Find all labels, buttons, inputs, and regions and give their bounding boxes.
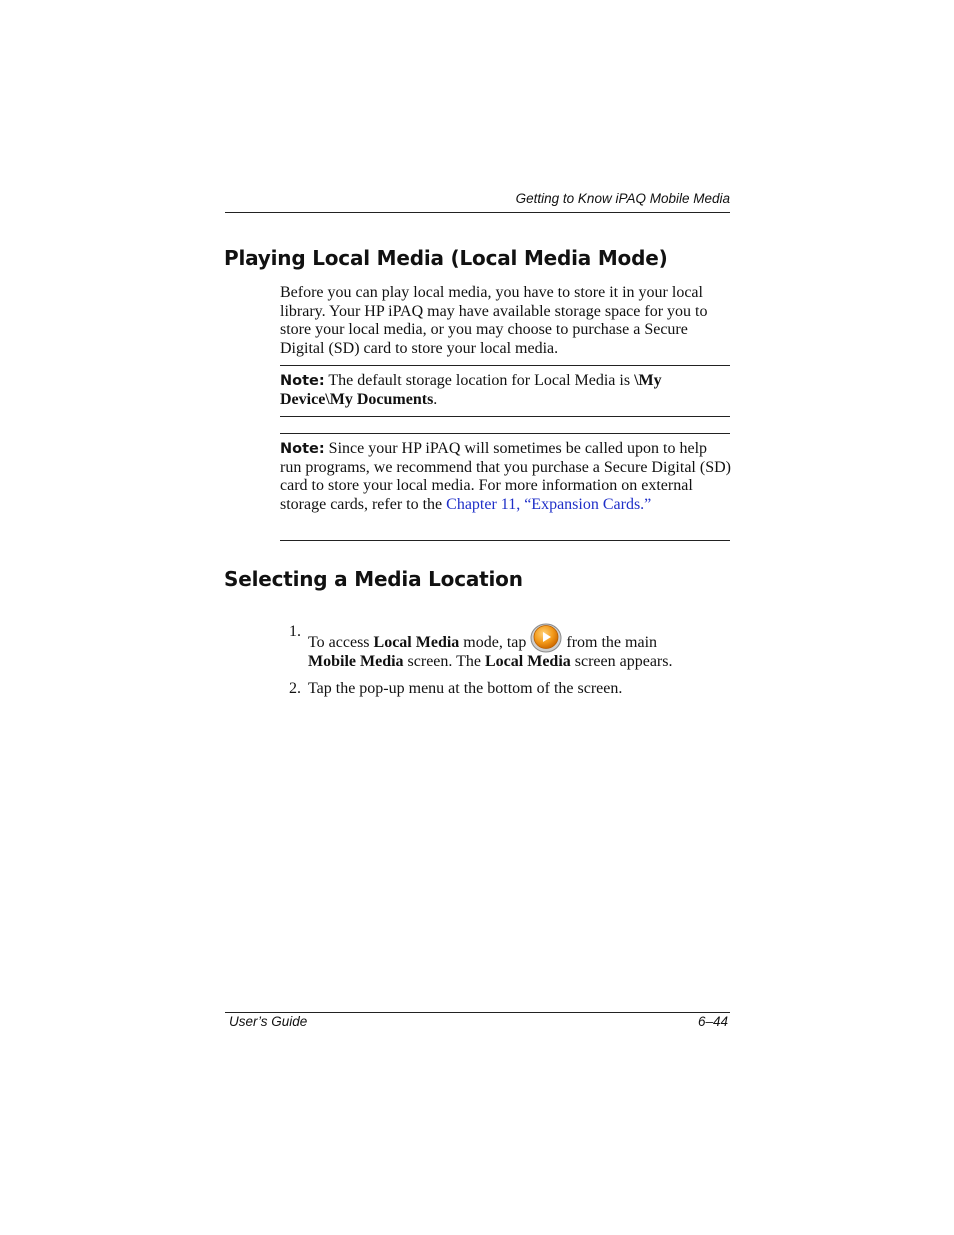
note2-bottom-rule: [280, 540, 730, 541]
note1-text: The default storage location for Local Media is: [328, 372, 631, 389]
step-1-mobile-media: Mobile Media: [308, 653, 404, 670]
note1-label: Note:: [280, 373, 325, 389]
note2-text: Since your HP iPAQ will sometimes be called upon to help run programs, we recommend that you purchase a Secure Digital (SD) card to store your local media. For more information on external storage cards, refer to the: [280, 440, 731, 513]
step-1-text-e: screen. The: [407, 653, 481, 670]
step-2-text: Tap the pop-up menu at the bottom of the screen.: [308, 679, 623, 697]
header-rule: [225, 212, 730, 213]
note1-top-rule: [280, 365, 730, 366]
step-number: 1.: [289, 623, 301, 640]
footer-rule: [225, 1012, 730, 1013]
note1-end: .: [433, 390, 438, 408]
step-1-text-c: mode, tap: [463, 634, 527, 651]
step-1: [285, 623, 735, 672]
step-1-text-f: screen appears.: [574, 653, 673, 670]
running-header: Getting to Know iPAQ Mobile Media: [515, 191, 730, 206]
note1-path: \My Device\My Documents: [280, 372, 662, 408]
step-1-text-d: from the main: [566, 634, 658, 651]
play-icon: [530, 623, 562, 653]
footer-page-number: 6–44: [697, 1014, 728, 1029]
step-2: [285, 680, 735, 699]
step-1-local-media: Local Media: [373, 634, 460, 651]
note2-top-rule: [280, 433, 730, 434]
section-title-selecting-media-location: Selecting a Media Location: [224, 567, 523, 591]
step-1-text-a: To access: [308, 634, 370, 651]
step-1-local-media-2: Local Media: [485, 653, 571, 670]
chapter-11-link[interactable]: Chapter 11, “Expansion Cards.”: [446, 495, 652, 513]
footer-guide-title: User’s Guide: [229, 1014, 308, 1029]
note1: [280, 372, 732, 409]
step-number: 2.: [289, 679, 301, 697]
section-title-playing-local-media: Playing Local Media (Local Media Mode): [224, 246, 668, 270]
note2: [280, 440, 732, 514]
intro-paragraph: Before you can play local media, you have to store it in your local library. Your HP iPAQ may have available storage space for you to store your local media, or you may choose to purchase a Secure Digital (SD) card to store your local media.: [280, 284, 708, 357]
steps-list: [285, 623, 735, 698]
note1-bottom-rule: [280, 416, 730, 417]
note2-label: Note:: [280, 441, 325, 457]
